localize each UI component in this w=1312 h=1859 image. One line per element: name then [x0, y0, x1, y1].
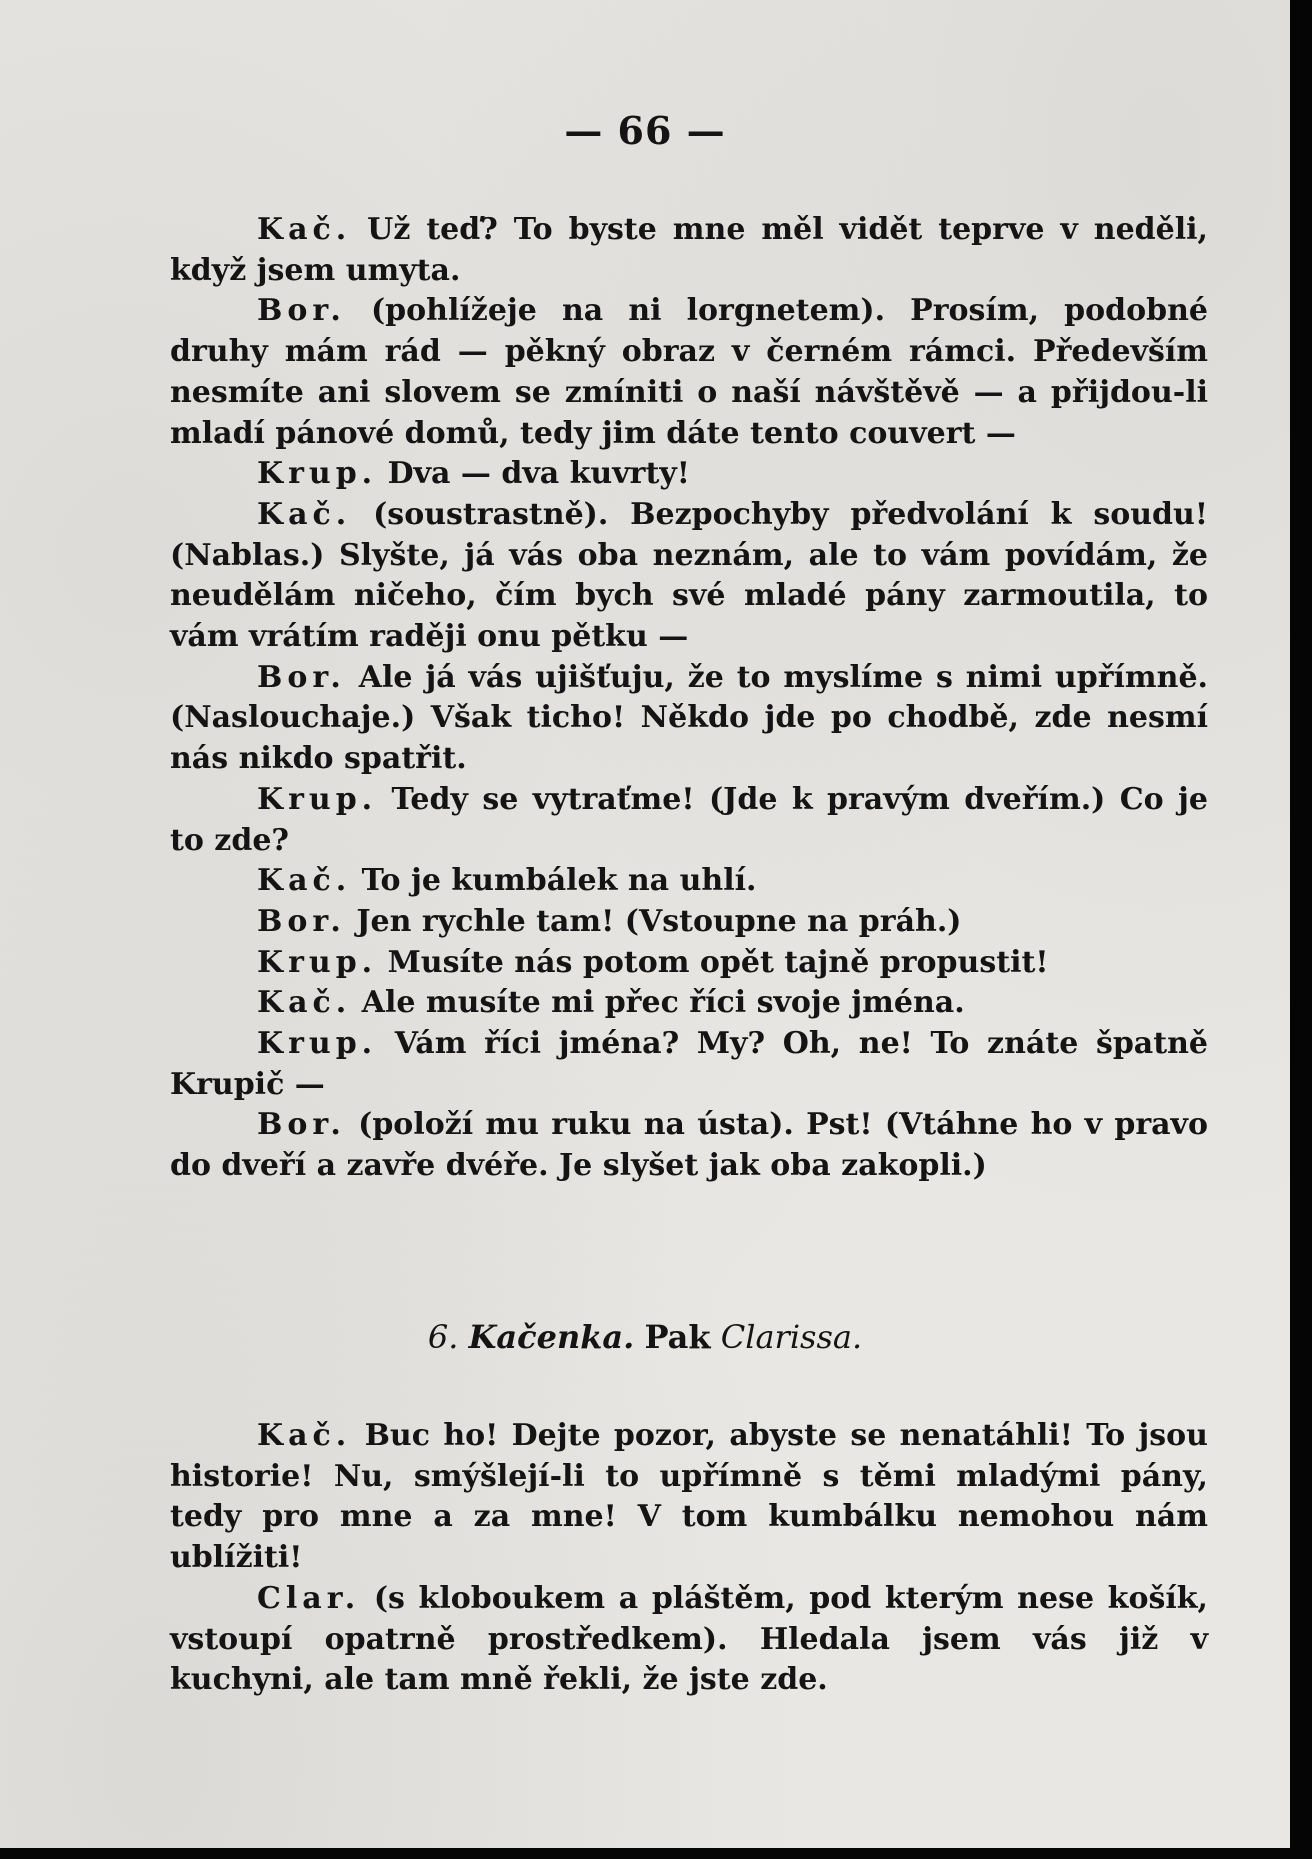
speech-text: Buc ho! Dejte pozor, abyste se nenatáhli! To jsou historie! Nu, smýšlejí-li to upřímně s těmi mladými pány, tedy pro mne a za mne! V tom kumbálku nemohou nám ublížiti!	[170, 1418, 1208, 1576]
speech-text: (položí mu ruku na ústa). Pst! (Vtáhne ho v pravo do dveří a zavře dvéře. Je slyšet jak oba zakopli.)	[170, 1107, 1208, 1184]
dialogue-paragraph	[170, 983, 1208, 1024]
speech-text: Musíte nás potom opět tajně propustit!	[377, 944, 1049, 980]
speaker-name: Bor.	[257, 1107, 346, 1143]
speaker-name: Krup.	[257, 1026, 378, 1062]
dialogue-paragraph	[170, 454, 1208, 495]
dialogue-paragraph	[170, 861, 1208, 902]
dialogue-paragraph	[170, 210, 1208, 291]
speech-text: To je kumbálek na uhlí.	[351, 863, 757, 899]
scene-character-1: Kačenka.	[468, 1318, 635, 1356]
scene-connector: Pak	[644, 1318, 711, 1356]
dialogue-paragraph	[170, 291, 1208, 454]
speaker-name: Kač.	[257, 496, 352, 532]
dialogue-paragraph	[170, 658, 1208, 780]
speaker-name: Kač.	[257, 212, 352, 247]
dialogue-paragraph	[170, 780, 1208, 861]
dialogue-paragraph	[170, 495, 1208, 658]
speaker-name: Krup.	[257, 456, 378, 492]
dialogue-paragraph	[170, 1579, 1208, 1701]
speaker-name: Bor.	[257, 293, 346, 329]
speaker-name: Kač.	[257, 1418, 352, 1453]
speech-text: (pohlížeje na ni lorgnetem). Prosím, podobné druhy mám rád — pěkný obraz v černém rámci. Především nesmíte ani slovem se zmíniti o naší návštěvě — a přijdou-li mladí pánové domů, tedy jim dáte tento couvert —	[170, 293, 1208, 451]
speech-text: Už teď? To byste mne měl vidět teprve v neděli, když jsem umyta.	[170, 212, 1208, 288]
dialogue-paragraph	[170, 902, 1208, 943]
speaker-name: Kač.	[257, 863, 352, 899]
speaker-name: Kač.	[257, 985, 352, 1021]
speaker-name: Krup.	[257, 944, 378, 980]
speaker-name: Bor.	[257, 903, 346, 939]
dialogue-paragraph	[170, 1024, 1208, 1105]
speech-text: Dva — dva kuvrty!	[377, 456, 690, 492]
speech-text: Jen rychle tam! (Vstoupne na práh.)	[345, 903, 962, 939]
scene-character-2: Clarissa.	[720, 1318, 863, 1356]
dialogue-paragraph	[170, 943, 1208, 984]
speaker-name: Bor.	[257, 659, 346, 695]
page-number: — 66 —	[564, 108, 726, 153]
scene-number: 6.	[427, 1318, 459, 1356]
dialogue-paragraph	[170, 1416, 1208, 1579]
speech-text: (soustrastně). Bezpochyby předvolání k soudu! (Nablas.) Slyšte, já vás oba neznám, ale to vám povídám, že neudělám ničeho, čím bych své mladé pány zarmoutila, to vám vrátím raději onu pětku —	[170, 496, 1208, 655]
dialogue-section	[170, 210, 1208, 1187]
speech-text: Tedy se vytraťme! (Jde k pravým dveřím.) Co je to zde?	[170, 781, 1208, 858]
speech-text: Vám říci jména? My? Oh, ne! To znáte špatně Krupič —	[170, 1026, 1208, 1102]
dialogue-paragraph	[170, 1105, 1208, 1186]
scene-heading	[0, 1318, 1290, 1356]
speaker-name: Krup.	[257, 781, 378, 817]
scan-border-bottom	[0, 1848, 1312, 1859]
speaker-name: Clar.	[257, 1580, 361, 1616]
scan-border-right	[1290, 0, 1312, 1859]
speech-text: (s kloboukem a pláštěm, pod kterým nese košík, vstoupí opatrně prostředkem). Hledala jsem vás již v kuchyni, ale tam mně řekli, že jste zde.	[170, 1580, 1208, 1698]
dialogue-section-scene-6	[170, 1416, 1208, 1701]
speech-text: Ale musíte mi přec říci svoje jména.	[351, 985, 965, 1021]
speech-text: Ale já vás ujišťuju, že to myslíme s nimi upřímně. (Naslouchaje.) Však ticho! Někdo jde po chodbě, zde nesmí nás nikdo spatřit.	[170, 659, 1208, 777]
